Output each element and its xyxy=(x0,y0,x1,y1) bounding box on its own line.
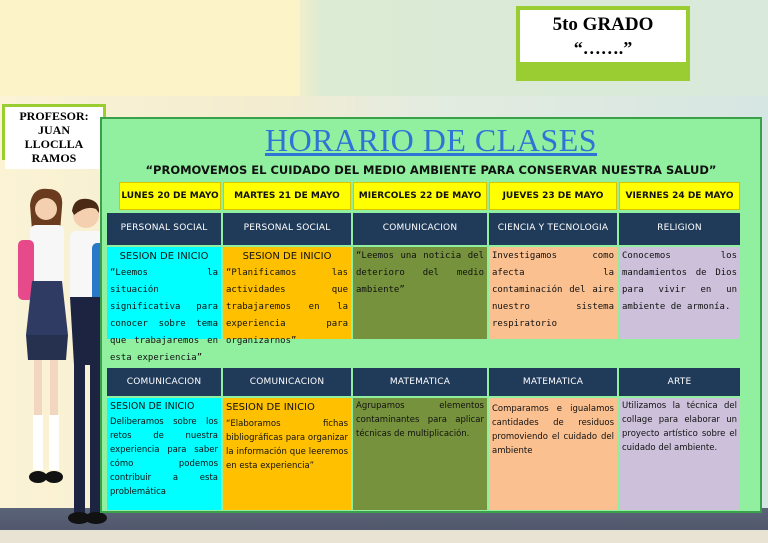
grade-subtitle: “…….” xyxy=(573,38,633,58)
activity-text: Deliberamos sobre los retos de nuestra experiencia para saber cómo podemos contribuir a esta problemática xyxy=(110,417,218,497)
subject-row2-thursday: MATEMATICA xyxy=(489,368,617,396)
activity-row2-thursday xyxy=(489,398,617,510)
activity-text: Comparamos e igualamos cantidades de residuos promoviendo el cuidado del ambiente xyxy=(492,404,614,456)
subject-row1-monday: PERSONAL SOCIAL xyxy=(107,213,221,245)
activity-row2-monday xyxy=(107,398,221,510)
day-header-wednesday: MIERCOLES 22 DE MAYO xyxy=(353,182,487,210)
subject-row1-wednesday: COMUNICACION xyxy=(353,213,487,245)
schedule-board xyxy=(100,117,762,513)
teacher-name-last1: LLOCLLA xyxy=(24,137,84,151)
subject-row2-tuesday: COMUNICACION xyxy=(223,368,351,396)
activity-row1-wednesday xyxy=(353,247,487,339)
activity-heading: SESION DE INICIO xyxy=(119,251,209,262)
activity-row1-friday xyxy=(619,247,740,339)
subject-row1-friday: RELIGION xyxy=(619,213,740,245)
subject-row2-monday: COMUNICACION xyxy=(107,368,221,396)
schedule-title: HORARIO DE CLASES xyxy=(264,122,598,158)
subject-row2-wednesday: MATEMATICA xyxy=(353,368,487,396)
teacher-name-last2: RAMOS xyxy=(31,151,77,165)
day-header-friday: VIERNES 24 DE MAYO xyxy=(619,182,740,210)
subject-row1-tuesday: PERSONAL SOCIAL xyxy=(223,213,351,245)
activity-heading: SESION DE INICIO xyxy=(110,401,195,412)
students-illustration xyxy=(8,185,113,535)
grade-title: 5to GRADO xyxy=(552,14,654,35)
activity-row2-tuesday xyxy=(223,398,351,510)
activity-heading: SESION DE INICIO xyxy=(226,402,315,413)
background-floor-stripe xyxy=(0,530,768,543)
activity-text: Utilizamos la técnica del collage para elaborar un proyecto artístico sobre el cuidado del ambiente. xyxy=(622,401,737,453)
activity-row1-thursday xyxy=(489,247,617,339)
activity-text: “Leemos una noticia del deterioro del medio ambiente” xyxy=(356,251,484,295)
teacher-label: PROFESOR: xyxy=(19,109,89,123)
day-header-tuesday: MARTES 21 DE MAYO xyxy=(223,182,351,210)
background-top-left xyxy=(0,0,300,96)
schedule-subtitle: “PROMOVEMOS EL CUIDADO DEL MEDIO AMBIENTE PARA CONSERVAR NUESTRA SALUD” xyxy=(145,163,717,177)
day-header-thursday: JUEVES 23 DE MAYO xyxy=(489,182,617,210)
activity-text: “Planificamos las actividades que trabajaremos en la experiencia para organizarnos” xyxy=(226,268,348,346)
grade-box xyxy=(516,6,690,81)
subject-row2-friday: ARTE xyxy=(619,368,740,396)
subject-row1-thursday: CIENCIA Y TECNOLOGIA xyxy=(489,213,617,245)
teacher-box xyxy=(2,104,106,165)
day-header-monday: LUNES 20 DE MAYO xyxy=(119,182,221,210)
activity-text: Conocemos los mandamientos de Dios para vivir en un ambiente de armonía. xyxy=(622,251,737,312)
activity-heading: SESION DE INICIO xyxy=(242,251,332,262)
activity-text: “Elaboramos fichas bibliográficas para organizar la información que leeremos en esta experiencia” xyxy=(226,419,348,471)
activity-text: “Leemos la situación significativa para conocer sobre tema que trabajaremos en esta experiencia” xyxy=(110,268,218,363)
activity-row1-monday xyxy=(107,247,221,363)
activity-row2-wednesday xyxy=(353,398,487,510)
activity-row1-tuesday xyxy=(223,247,351,346)
teacher-name-first: JUAN xyxy=(38,123,70,137)
activity-text: Investigamos como afecta la contaminación del aire nuestro sistema respiratorio xyxy=(492,251,614,329)
activity-text: Agrupamos elementos contaminantes para aplicar técnicas de multiplicación. xyxy=(356,401,484,439)
activity-row2-friday xyxy=(619,398,740,510)
